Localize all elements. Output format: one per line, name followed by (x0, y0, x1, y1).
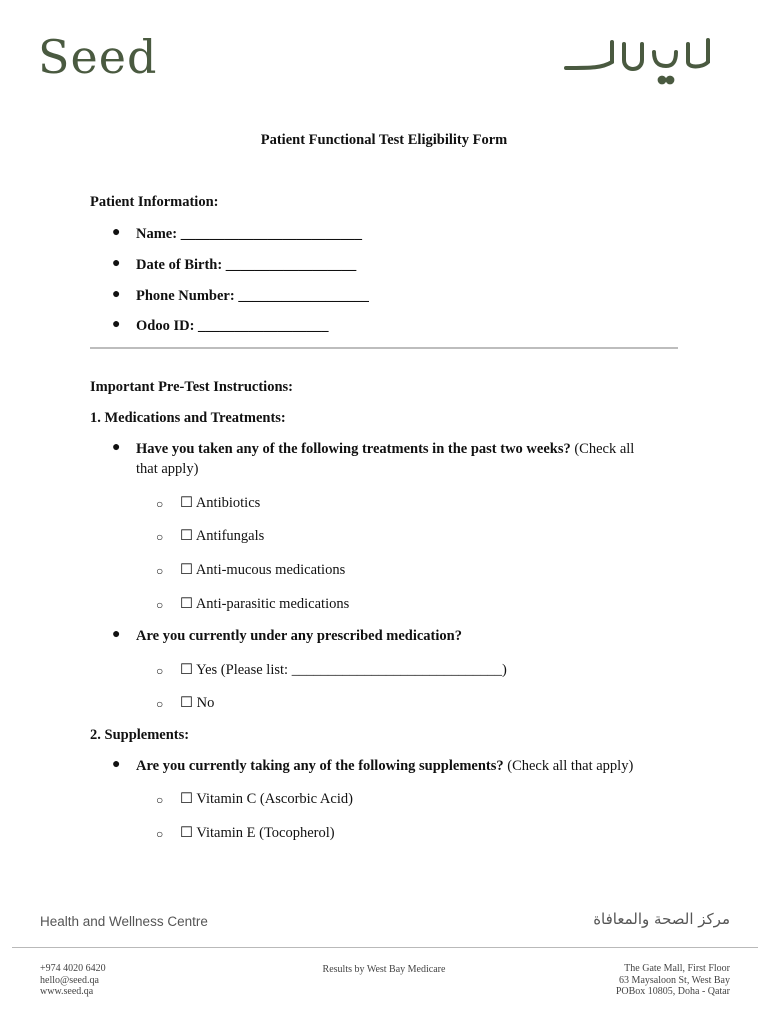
bullet-icon: ● (112, 287, 121, 302)
footer-tagline-arabic: مركز الصحة والمعافاة (593, 910, 730, 928)
footer-center-text: Results by West Bay Medicare (322, 964, 446, 975)
form-title: Patient Functional Test Eligibility Form (260, 132, 508, 148)
circle-bullet-icon: ○ (156, 697, 164, 711)
footer-divider (12, 947, 758, 948)
bullet-icon: ● (112, 757, 121, 772)
bullet-icon: ● (112, 317, 121, 332)
bullet-icon: ● (112, 627, 121, 642)
circle-bullet-icon: ○ (156, 664, 164, 678)
instructions-heading: Important Pre-Test Instructions: (90, 379, 293, 395)
circle-bullet-icon: ○ (156, 497, 164, 511)
section1-heading: 1. Medications and Treatments: (90, 410, 286, 426)
seed-logo: Seed (38, 30, 158, 84)
footer-website[interactable]: www.seed.qa (40, 986, 94, 997)
section2-heading: 2. Supplements: (90, 727, 190, 743)
circle-bullet-icon: ○ (156, 564, 164, 578)
footer-tagline: Health and Wellness Centre (40, 914, 208, 929)
circle-bullet-icon: ○ (156, 793, 164, 807)
circle-bullet-icon: ○ (156, 827, 164, 841)
bullet-icon: ● (112, 225, 121, 240)
bullet-icon: ● (112, 256, 121, 271)
divider (90, 347, 678, 349)
phone-blank[interactable]: __________________ (238, 288, 369, 304)
patient-info-heading: Patient Information: (90, 194, 219, 210)
circle-bullet-icon: ○ (156, 598, 164, 612)
footer-address: The Gate Mall, First Floor 63 Maysaloon St, West Bay POBox 10805, Doha - Qatar (615, 963, 730, 997)
seed-arabic-logo (562, 32, 722, 88)
circle-bullet-icon: ○ (156, 530, 164, 544)
dob-blank[interactable]: __________________ (225, 257, 357, 273)
footer-email[interactable]: hello@seed.qa (40, 974, 99, 986)
name-blank[interactable]: _________________________ (180, 226, 362, 242)
odoo-blank[interactable]: __________________ (198, 318, 329, 334)
footer-phone[interactable]: +974 4020 6420 (40, 963, 106, 974)
bullet-icon: ● (112, 440, 121, 455)
